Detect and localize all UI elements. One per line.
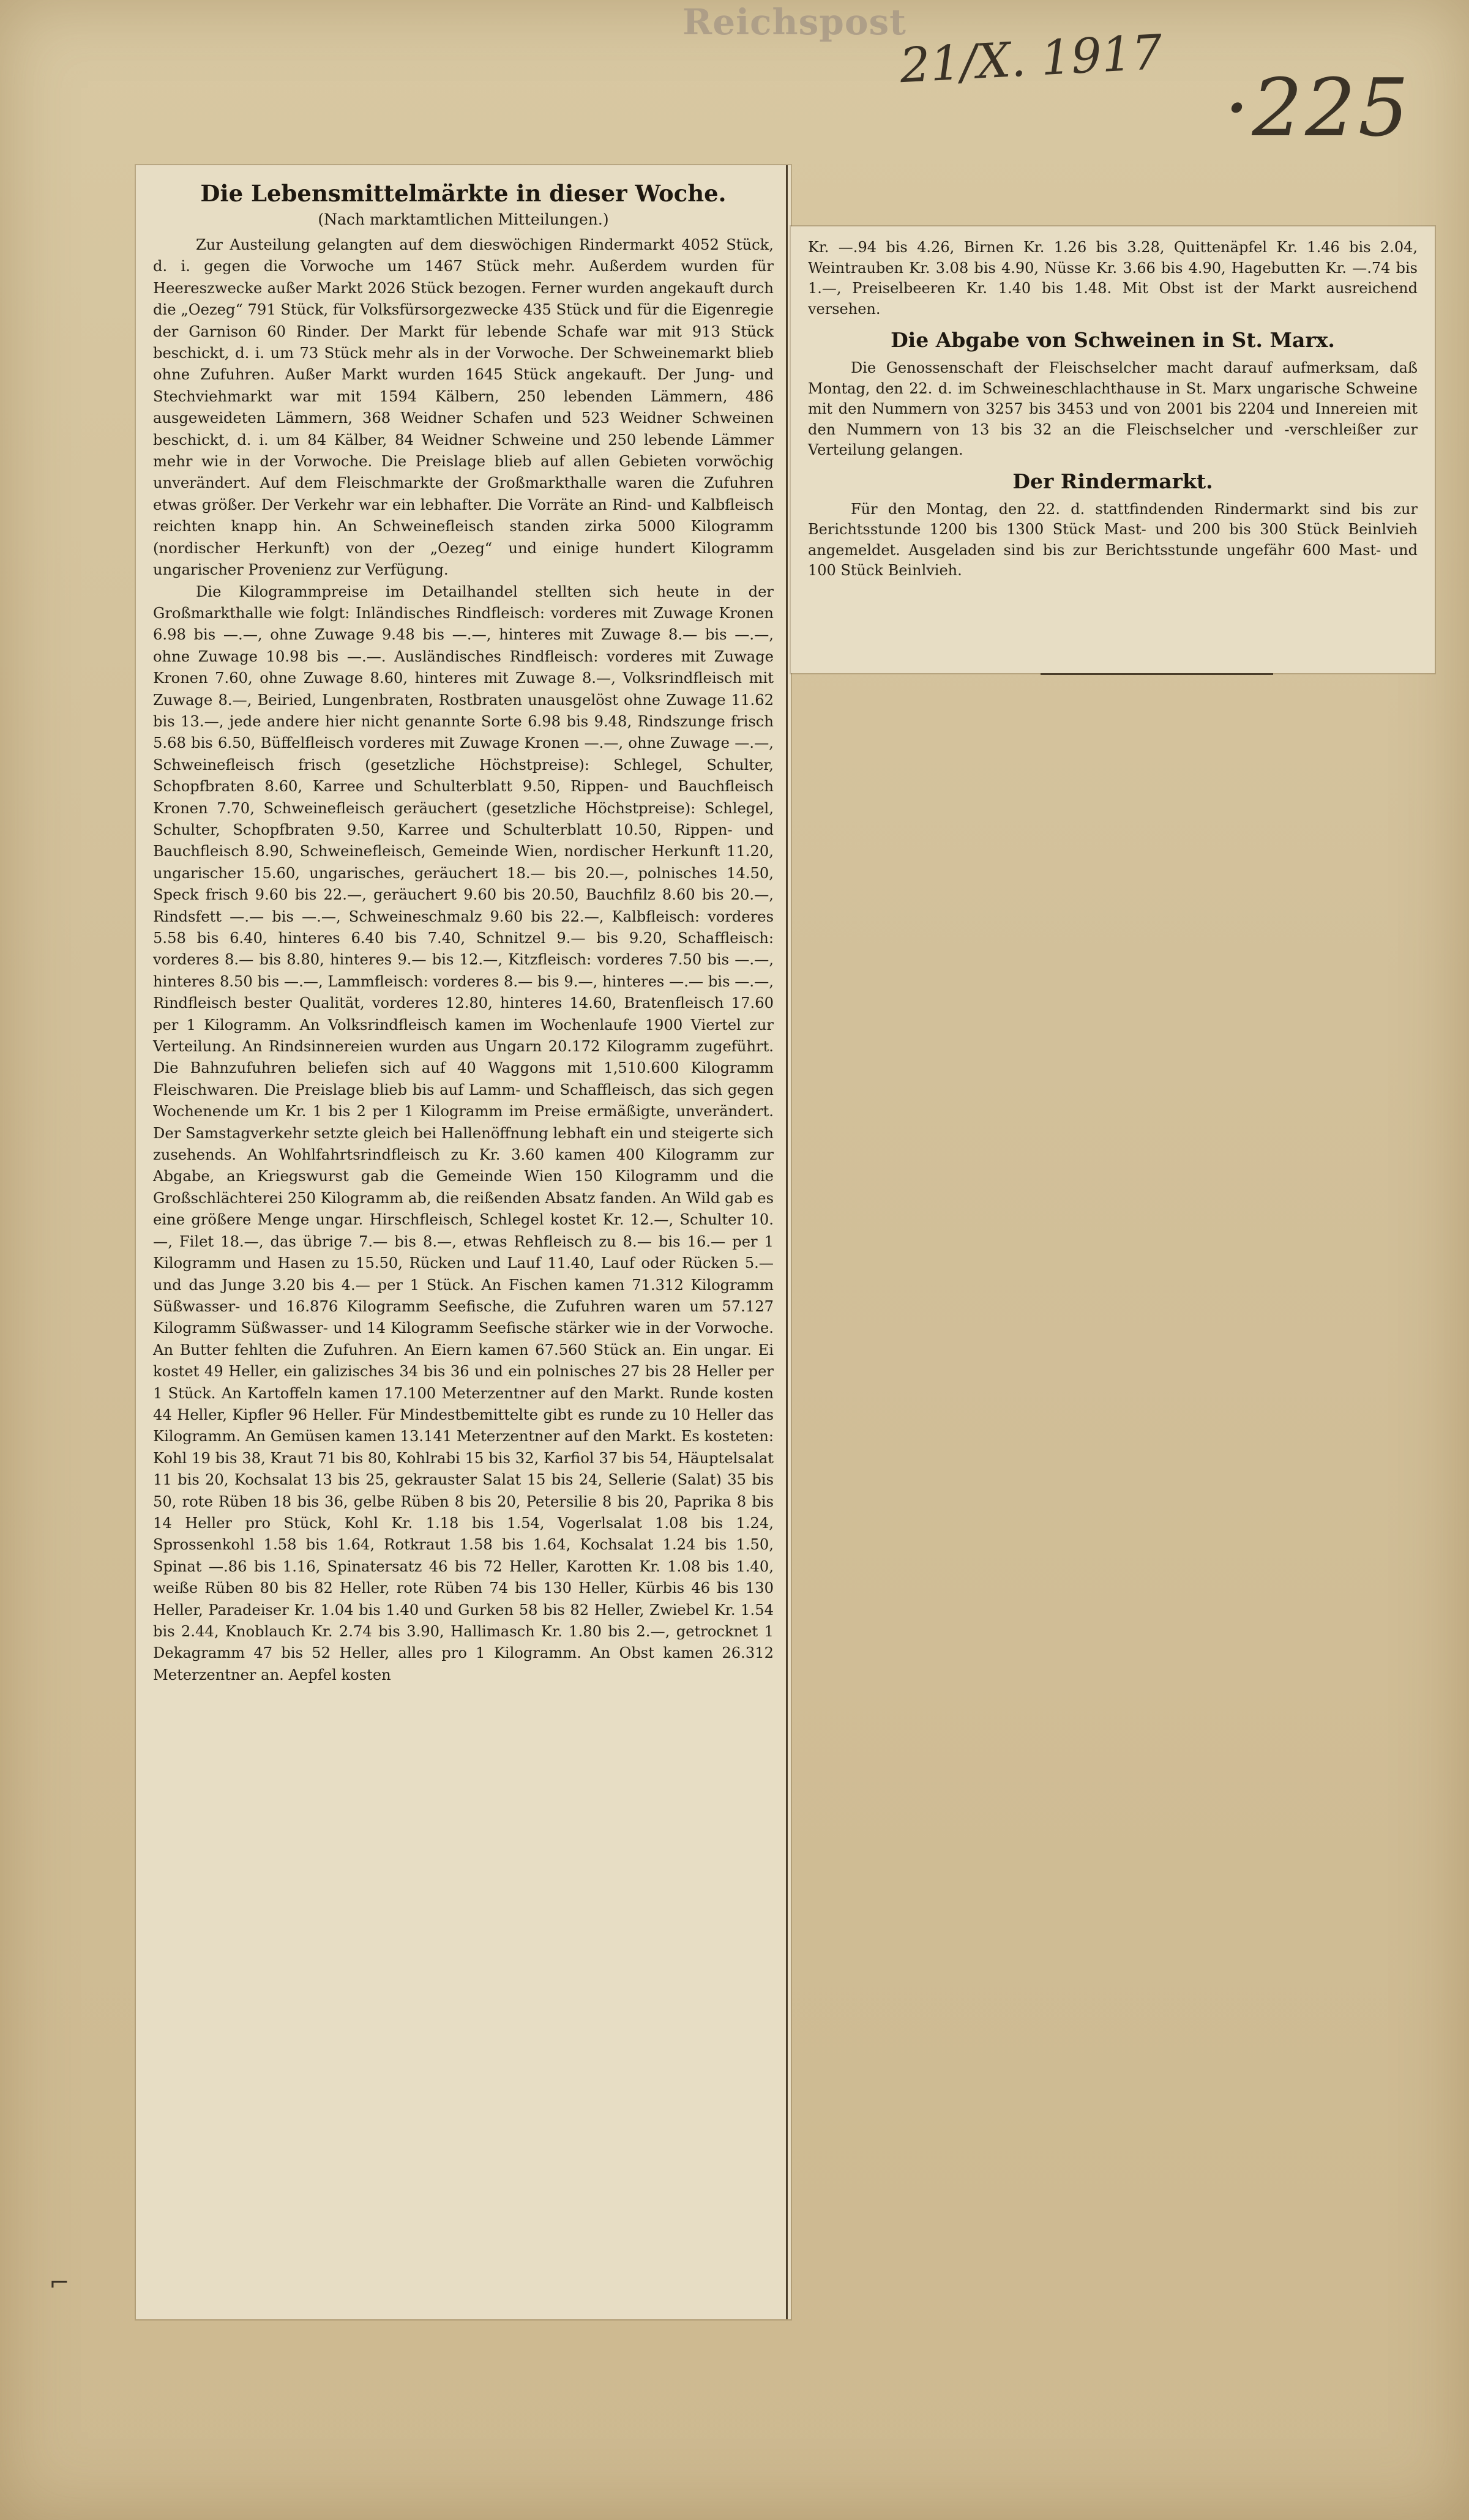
margin-mark: ⌐ [49, 2269, 70, 2297]
article-column-right [791, 226, 1435, 673]
handwritten-date: 21/X. 1917 [898, 24, 1164, 94]
section-title-cattle: Der Rindermarkt. [1012, 469, 1213, 493]
end-rule [1041, 673, 1273, 675]
column-divider [786, 165, 788, 2319]
article-subtitle: (Nach marktamtlichen Mitteilungen.) [318, 211, 609, 228]
article-column-left [136, 165, 791, 2319]
paragraph-prices: Die Kilogrammpreise im Detailhandel stellten sich heute in der Großmarkthalle wie folgt: Inländisches Rindfleisch: vorderes mit Zuwage Kronen 6.98 bis —.—, ohne Zuwage 9.48 bis —.—, hinteres mit Zuwage 8.— bis —.—, ohne Zuwage 10.98 bis —.—. Ausländisches Rindfleisch: vorderes mit Zuwage Kronen 7.60, ohne Zuwage 8.60, hinteres mit Zuwage 8.—, Volksrindfleisch mit Zuwage 8.—, Beiried, Lungenbraten, Rostbraten unausgelöst ohne Zuwage 11.62 bis 13.—, jede andere hier nicht genannte Sorte 6.98 bis 9.48, Rindszunge frisch 5.68 bis 6.50, Büffelfleisch vorderes mit Zuwage Kronen —.—, ohne Zuwage —.—, Schweinefleisch frisch (gesetzliche Höchstpreise): Schlegel, Schulter, Schopfbraten 8.60, Karree und Schulterblatt 9.50, Rippen- und Bauchfleisch Kronen 7.70, Schweinefleisch geräuchert (gesetzliche Höchstpreise): Schlegel, Schulter, Schopfbraten 9.50, Karree und Schulterblatt 10.50, Rippen- und Bauchfleisch 8.90, Schweinefleisch, Gemeinde Wien, nordischer Herkunft 11.20, ungarischer 15.60, ungarisches, geräuchert 18.— bis 20.—, polnisches 14.50, Speck frisch 9.60 bis 22.—, geräuchert 9.60 bis 20.50, Bauchfilz 8.60 bis 20.—, Rindsfett —.— bis —.—, Schweineschmalz 9.60 bis 22.—, Kalbfleisch: vorderes 5.58 bis 6.40, hinteres 6.40 bis 7.40, Schnitzel 9.— bis 9.20, Schaffleisch: vorderes 8.— bis 8.80, hinteres 9.— bis 12.—, Kitzfleisch: vorderes 7.50 bis —.—, hinteres 8.50 bis —.—, Lammfleisch: vorderes 8.— bis 9.—, hinteres —.— bis —.—, Rindfleisch bester Qualität, vorderes 12.80, hinteres 14.60, Bratenfleisch 17.60 per 1 Kilogramm. An Volksrindfleisch kamen im Wochenlaufe 1900 Viertel zur Verteilung. An Rindsinnereien wurden aus Ungarn 20.172 Kilogramm zugeführt. Die Bahnzufuhren beliefen sich auf 40 Waggons mit 1,510.600 Kilogramm Fleischwaren. Die Preislage blieb bis auf Lamm- und Schaffleisch, das sich gegen Wochenende um Kr. 1 bis 2 per 1 Kilogramm im Preise ermäßigte, unverändert. Der Samstagverkehr setzte gleich bei Hallenöffnung lebhaft ein und steigerte sich zusehends. An Wohlfahrtsrindfleisch zu Kr. 3.60 kamen 400 Kilogramm zur Abgabe, an Kriegswurst gab die Gemeinde Wien 150 Kilogramm und die Großschlächterei 250 Kilogramm ab, die reißenden Absatz fanden. An Wild gab es eine größere Menge ungar. Hirschfleisch, Schlegel kostet Kr. 12.—, Schulter 10.—, Filet 18.—, das übrige 7.— bis 8.—, etwas Rehfleisch zu 8.— bis 16.— per 1 Kilogramm und Hasen zu 15.50, Rücken und Lauf 11.40, Lauf oder Rücken 5.— und das Junge 3.20 bis 4.— per 1 Stück. An Fischen kamen 71.312 Kilogramm Süßwasser- und 16.876 Kilogramm Seefische, die Zufuhren waren um 57.127 Kilogramm Süßwasser- und 14 Kilogramm Seefische stärker wie in der Vorwoche. An Butter fehlten die Zufuhren. An Eiern kamen 67.560 Stück an. Ein ungar. Ei kostet 49 Heller, ein galizisches 34 bis 36 und ein polnisches 27 bis 28 Heller per 1 Stück. An Kartoffeln kamen 17.100 Meterzentner auf den Markt. Runde kosten 44 Heller, Kipfler 96 Heller. Für Mindestbemittelte gibt es runde zu 10 Heller das Kilogramm. An Gemüsen kamen 13.141 Meterzentner auf den Markt. Es kosteten: Kohl 19 bis 38, Kraut 71 bis 80, Kohlrabi 15 bis 32, Karfiol 37 bis 54, Häuptelsalat 11 bis 20, Kochsalat 13 bis 25, gekrauster Salat 15 bis 24, Sellerie (Salat) 35 bis 50, rote Rüben 18 bis 36, gelbe Rüben 8 bis 20, Petersilie 8 bis 20, Paprika 8 bis 14 Heller pro Stück, Kohl Kr. 1.18 bis 1.54, Vogerlsalat 1.08 bis 1.24, Sprossenkohl 1.58 bis 1.64, Rotkraut 1.58 bis 1.64, Kochsalat 1.24 bis 1.50, Spinat —.86 bis 1.16, Spinatersatz 46 bis 72 Heller, Karotten Kr. 1.08 bis 1.40, weiße Rüben 80 bis 82 Heller, rote Rüben 74 bis 130 Heller, Kürbis 46 bis 130 Heller, Paradeiser Kr. 1.04 bis 1.40 und Gurken 58 bis 82 Heller, Zwiebel Kr. 1.54 bis 2.44, Knoblauch Kr. 2.74 bis 3.90, Hallimasch Kr. 1.80 bis 2.—, getrocknet 1 Dekagramm 47 bis 52 Heller, alles pro 1 Kilogramm. An Obst kamen 26.312 Meterzentner an. Aepfel kosten [153, 583, 774, 1683]
paragraph-cattle: Für den Montag, den 22. d. stattfindenden Rindermarkt sind bis zur Berichtsstunde 1200 bis 1300 Stück Mast- und 200 bis 300 Stück Beinlvieh angemeldet. Ausgeladen sind bis zur Berichtsstunde ungefähr 600 Mast- und 100 Stück Beinlvieh. [808, 500, 1418, 579]
section-title-pigs: Die Abgabe von Schweinen in St. Marx. [891, 328, 1335, 352]
article-title: Die Lebensmittelmärkte in dieser Woche. [200, 180, 727, 207]
paragraph-markets: Zur Austeilung gelangten auf dem dieswöchigen Rindermarkt 4052 Stück, d. i. gegen die Vorwoche um 1467 Stück mehr. Außerdem wurden für Heereszwecke außer Markt 2026 Stück bezogen. Ferner wurden angekauft durch die „Oezeg“ 791 Stück, für Volksfürsorgezwecke 435 Stück und für die Eigenregie der Garnison 60 Rinder. Der Markt für lebende Schafe war mit 913 Stück beschickt, d. i. um 73 Stück mehr als in der Vorwoche. Der Schweinemarkt blieb ohne Zufuhren. Außer Markt wurden 1645 Stück angekauft. Der Jung- und Stechviehmarkt war mit 1594 Kälbern, 250 lebenden Lämmern, 486 ausgeweideten Lämmern, 368 Weidner Schafen und 523 Weidner Schweinen beschickt, d. i. um 84 Kälber, 84 Weidner Schweine und 250 lebende Lämmer mehr wie in der Vorwoche. Die Preislage blieb auf allen Gebieten vorwöchig unverändert. Auf dem Fleischmarkte der Großmarkthalle waren die Zufuhren etwas größer. Der Verkehr war ein lebhafter. Die Vorräte an Rind- und Kalbfleisch reichten knapp hin. An Schweinefleisch standen zirka 5000 Kilogramm (nordischer Herkunft) von der „Oezeg“ und einige hundert Kilogramm ungarischer Provenienz zur Verfügung. [153, 236, 774, 579]
newspaper-stamp: Reichspost [682, 1, 906, 43]
paragraph-pigs: Die Genossenschaft der Fleischselcher macht darauf aufmerksam, daß Montag, den 22. d. im Schweineschlachthause in St. Marx ungarische Schweine mit den Nummern von 3257 bis 3453 und von 2001 bis 2204 und Innereien mit den Nummern von 13 bis 32 an die Fleischselcher und -verschleißer zur Verteilung gelangen. [808, 359, 1418, 458]
paragraph-fruit-continued: Kr. —.94 bis 4.26, Birnen Kr. 1.26 bis 3.28, Quittenäpfel Kr. 1.46 bis 2.04, Weintrauben Kr. 3.08 bis 4.90, Nüsse Kr. 3.66 bis 4.90, Hagebutten Kr. —.74 bis 1.—, Preiselbeeren Kr. 1.40 bis 1.48. Mit Obst ist der Markt ausreichend versehen. [808, 239, 1418, 318]
handwritten-number: ·225 [1224, 61, 1411, 154]
